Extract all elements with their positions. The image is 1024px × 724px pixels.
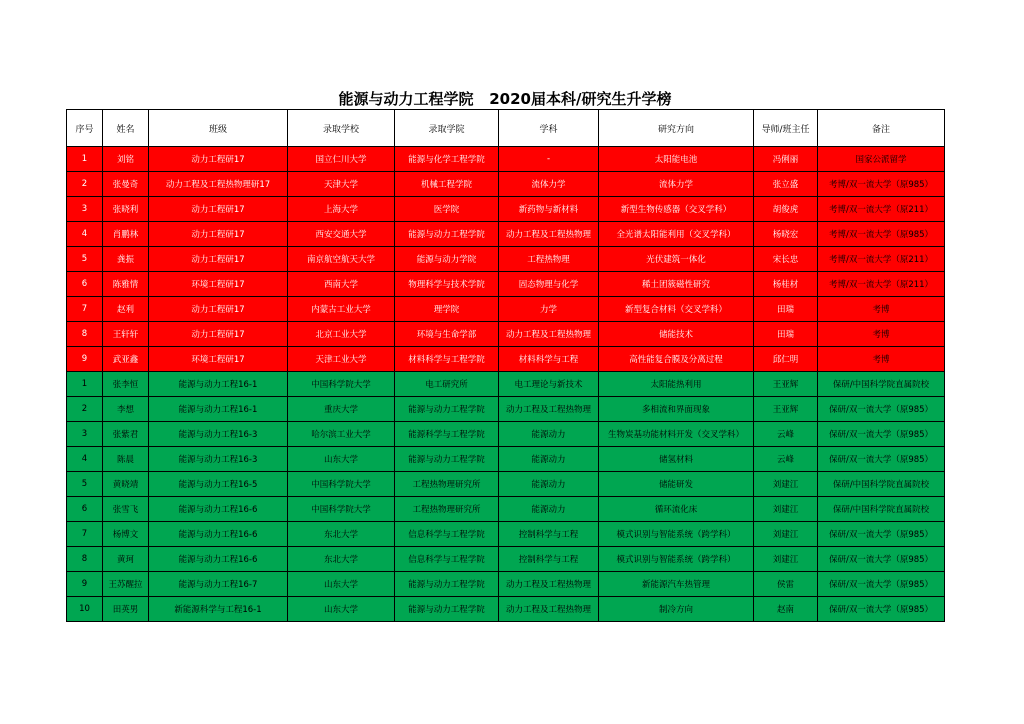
cell-research: 新能源汽车热管理 (599, 572, 754, 597)
cell-index: 6 (67, 272, 103, 297)
cell-discipline: - (499, 147, 599, 172)
cell-advisor: 胡俊虎 (754, 197, 818, 222)
cell-discipline: 固态物理与化学 (499, 272, 599, 297)
cell-research: 新型生物传感器（交叉学科） (599, 197, 754, 222)
cell-advisor: 宋长忠 (754, 247, 818, 272)
cell-class: 能源与动力工程16-6 (149, 497, 288, 522)
cell-advisor: 杨晓宏 (754, 222, 818, 247)
cell-name: 张晓利 (103, 197, 149, 222)
cell-name: 王轩轩 (103, 322, 149, 347)
header-college: 录取学院 (395, 110, 499, 147)
cell-discipline: 材料科学与工程 (499, 347, 599, 372)
cell-class: 动力工程研17 (149, 297, 288, 322)
cell-advisor: 邱仁明 (754, 347, 818, 372)
cell-college: 能源与化学工程学院 (395, 147, 499, 172)
cell-advisor: 赵南 (754, 597, 818, 622)
cell-college: 能源与动力学院 (395, 247, 499, 272)
cell-college: 能源与动力工程学院 (395, 397, 499, 422)
cell-advisor: 云峰 (754, 447, 818, 472)
cell-advisor: 田瑞 (754, 297, 818, 322)
header-name: 姓名 (103, 110, 149, 147)
cell-advisor: 刘建江 (754, 497, 818, 522)
cell-discipline: 动力工程及工程热物理 (499, 397, 599, 422)
cell-research: 太阳能热利用 (599, 372, 754, 397)
cell-note: 保研/中国科学院直属院校 (818, 372, 945, 397)
cell-advisor: 田瑞 (754, 322, 818, 347)
cell-note: 考博/双一流大学（原985） (818, 172, 945, 197)
cell-note: 考博/双一流大学（原211） (818, 197, 945, 222)
cell-name: 黄珂 (103, 547, 149, 572)
cell-class: 动力工程研17 (149, 197, 288, 222)
table-row (67, 372, 945, 397)
header-advisor: 导师/班主任 (754, 110, 818, 147)
cell-class: 动力工程及工程热物理研17 (149, 172, 288, 197)
cell-note: 保研/双一流大学（原985） (818, 572, 945, 597)
cell-name: 张李恒 (103, 372, 149, 397)
cell-note: 保研/双一流大学（原985） (818, 597, 945, 622)
cell-index: 8 (67, 322, 103, 347)
cell-class: 动力工程研17 (149, 147, 288, 172)
cell-index: 10 (67, 597, 103, 622)
cell-advisor: 云峰 (754, 422, 818, 447)
cell-index: 6 (67, 497, 103, 522)
cell-research: 储能技术 (599, 322, 754, 347)
table-row (67, 397, 945, 422)
cell-advisor: 王亚辉 (754, 372, 818, 397)
cell-discipline: 动力工程及工程热物理 (499, 597, 599, 622)
page-title: 能源与动力工程学院 2020届本科/研究生升学榜 (338, 90, 672, 108)
cell-class: 能源与动力工程16-1 (149, 397, 288, 422)
cell-college: 理学院 (395, 297, 499, 322)
cell-name: 龚振 (103, 247, 149, 272)
table-row (67, 197, 945, 222)
cell-college: 电工研究所 (395, 372, 499, 397)
cell-advisor: 刘建江 (754, 522, 818, 547)
cell-research: 太阳能电池 (599, 147, 754, 172)
cell-discipline: 动力工程及工程热物理 (499, 572, 599, 597)
cell-research: 生物炭基功能材料开发（交叉学科） (599, 422, 754, 447)
header-research: 研究方向 (599, 110, 754, 147)
cell-research: 高性能复合膜及分离过程 (599, 347, 754, 372)
table-row (67, 297, 945, 322)
cell-research: 储能研发 (599, 472, 754, 497)
cell-note: 考博 (818, 322, 945, 347)
cell-note: 考博/双一流大学（原211） (818, 272, 945, 297)
cell-research: 储氢材料 (599, 447, 754, 472)
cell-name: 杨博文 (103, 522, 149, 547)
cell-school: 山东大学 (288, 597, 395, 622)
cell-advisor: 王亚辉 (754, 397, 818, 422)
cell-research: 新型复合材料（交叉学科） (599, 297, 754, 322)
cell-index: 1 (67, 147, 103, 172)
cell-research: 全光谱太阳能利用（交叉学科） (599, 222, 754, 247)
table-row (67, 272, 945, 297)
cell-class: 动力工程研17 (149, 247, 288, 272)
cell-name: 张雪飞 (103, 497, 149, 522)
cell-school: 山东大学 (288, 447, 395, 472)
cell-index: 4 (67, 222, 103, 247)
cell-index: 8 (67, 547, 103, 572)
header-class: 班级 (149, 110, 288, 147)
cell-note: 保研/双一流大学（原985） (818, 422, 945, 447)
table-row (67, 547, 945, 572)
cell-index: 3 (67, 197, 103, 222)
cell-note: 国家公派留学 (818, 147, 945, 172)
cell-discipline: 控制科学与工程 (499, 547, 599, 572)
cell-name: 张紫君 (103, 422, 149, 447)
cell-note: 考博 (818, 347, 945, 372)
cell-school: 中国科学院大学 (288, 472, 395, 497)
cell-note: 保研/中国科学院直属院校 (818, 472, 945, 497)
header-index: 序号 (67, 110, 103, 147)
table-header (67, 110, 945, 147)
cell-note: 保研/双一流大学（原985） (818, 447, 945, 472)
cell-discipline: 力学 (499, 297, 599, 322)
cell-school: 东北大学 (288, 522, 395, 547)
table-row (67, 247, 945, 272)
cell-advisor: 刘建江 (754, 547, 818, 572)
cell-name: 赵利 (103, 297, 149, 322)
table-row (67, 172, 945, 197)
cell-note: 保研/双一流大学（原985） (818, 522, 945, 547)
cell-class: 能源与动力工程16-5 (149, 472, 288, 497)
table-row (67, 597, 945, 622)
cell-discipline: 动力工程及工程热物理 (499, 222, 599, 247)
table-row (67, 472, 945, 497)
table-row (67, 347, 945, 372)
cell-college: 能源与动力工程学院 (395, 222, 499, 247)
cell-research: 稀土团簇磁性研究 (599, 272, 754, 297)
cell-index: 4 (67, 447, 103, 472)
cell-college: 信息科学与工程学院 (395, 522, 499, 547)
cell-name: 黄晓靖 (103, 472, 149, 497)
cell-advisor: 张立盛 (754, 172, 818, 197)
cell-discipline: 能源动力 (499, 422, 599, 447)
table-row (67, 572, 945, 597)
cell-index: 7 (67, 522, 103, 547)
cell-name: 肖鹏林 (103, 222, 149, 247)
cell-college: 工程热物理研究所 (395, 497, 499, 522)
cell-class: 新能源科学与工程16-1 (149, 597, 288, 622)
admission-table (66, 109, 945, 622)
cell-research: 流体力学 (599, 172, 754, 197)
cell-school: 内蒙古工业大学 (288, 297, 395, 322)
cell-name: 田英男 (103, 597, 149, 622)
cell-index: 7 (67, 297, 103, 322)
cell-school: 天津工业大学 (288, 347, 395, 372)
cell-research: 模式识别与智能系统（跨学科） (599, 522, 754, 547)
cell-note: 考博/双一流大学（原211） (818, 247, 945, 272)
cell-discipline: 工程热物理 (499, 247, 599, 272)
cell-college: 物理科学与技术学院 (395, 272, 499, 297)
cell-name: 刘铭 (103, 147, 149, 172)
cell-index: 5 (67, 472, 103, 497)
cell-note: 保研/中国科学院直属院校 (818, 497, 945, 522)
cell-index: 2 (67, 397, 103, 422)
cell-college: 材料科学与工程学院 (395, 347, 499, 372)
cell-index: 9 (67, 572, 103, 597)
cell-discipline: 电工理论与新技术 (499, 372, 599, 397)
cell-advisor: 侯雷 (754, 572, 818, 597)
cell-college: 环境与生命学部 (395, 322, 499, 347)
cell-college: 工程热物理研究所 (395, 472, 499, 497)
cell-college: 能源与动力工程学院 (395, 572, 499, 597)
cell-discipline: 控制科学与工程 (499, 522, 599, 547)
cell-discipline: 动力工程及工程热物理 (499, 322, 599, 347)
table-row (67, 422, 945, 447)
cell-school: 上海大学 (288, 197, 395, 222)
cell-class: 环境工程研17 (149, 272, 288, 297)
cell-class: 能源与动力工程16-6 (149, 547, 288, 572)
cell-school: 哈尔滨工业大学 (288, 422, 395, 447)
cell-school: 西南大学 (288, 272, 395, 297)
cell-name: 陈晨 (103, 447, 149, 472)
cell-college: 机械工程学院 (395, 172, 499, 197)
cell-school: 国立仁川大学 (288, 147, 395, 172)
table-row (67, 497, 945, 522)
cell-name: 陈雅情 (103, 272, 149, 297)
cell-note: 保研/双一流大学（原985） (818, 547, 945, 572)
cell-research: 模式识别与智能系统（跨学科） (599, 547, 754, 572)
cell-class: 能源与动力工程16-7 (149, 572, 288, 597)
cell-note: 考博/双一流大学（原985） (818, 222, 945, 247)
cell-index: 1 (67, 372, 103, 397)
cell-class: 动力工程研17 (149, 322, 288, 347)
cell-note: 考博 (818, 297, 945, 322)
table-row (67, 147, 945, 172)
cell-discipline: 新药物与新材料 (499, 197, 599, 222)
cell-college: 能源与动力工程学院 (395, 597, 499, 622)
cell-index: 2 (67, 172, 103, 197)
cell-class: 动力工程研17 (149, 222, 288, 247)
cell-school: 中国科学院大学 (288, 372, 395, 397)
cell-research: 光伏建筑一体化 (599, 247, 754, 272)
cell-index: 9 (67, 347, 103, 372)
cell-advisor: 刘建江 (754, 472, 818, 497)
header-note: 备注 (818, 110, 945, 147)
cell-note: 保研/双一流大学（原985） (818, 397, 945, 422)
cell-school: 山东大学 (288, 572, 395, 597)
cell-school: 天津大学 (288, 172, 395, 197)
cell-school: 中国科学院大学 (288, 497, 395, 522)
cell-name: 张曼奇 (103, 172, 149, 197)
cell-advisor: 杨桂材 (754, 272, 818, 297)
cell-research: 多相流和界面现象 (599, 397, 754, 422)
cell-name: 王苏醒拉 (103, 572, 149, 597)
cell-school: 北京工业大学 (288, 322, 395, 347)
cell-advisor: 冯俐丽 (754, 147, 818, 172)
cell-class: 能源与动力工程16-3 (149, 422, 288, 447)
header-school: 录取学校 (288, 110, 395, 147)
cell-research: 制冷方向 (599, 597, 754, 622)
cell-school: 重庆大学 (288, 397, 395, 422)
cell-index: 3 (67, 422, 103, 447)
cell-school: 西安交通大学 (288, 222, 395, 247)
header-row (67, 110, 945, 147)
cell-discipline: 流体力学 (499, 172, 599, 197)
cell-college: 能源与动力工程学院 (395, 447, 499, 472)
cell-class: 能源与动力工程16-6 (149, 522, 288, 547)
cell-index: 5 (67, 247, 103, 272)
cell-name: 李想 (103, 397, 149, 422)
cell-name: 武亚鑫 (103, 347, 149, 372)
cell-discipline: 能源动力 (499, 472, 599, 497)
table-row (67, 447, 945, 472)
cell-school: 东北大学 (288, 547, 395, 572)
table-row (67, 222, 945, 247)
table-row (67, 322, 945, 347)
table-row (67, 522, 945, 547)
cell-college: 医学院 (395, 197, 499, 222)
cell-class: 能源与动力工程16-1 (149, 372, 288, 397)
cell-school: 南京航空航天大学 (288, 247, 395, 272)
cell-discipline: 能源动力 (499, 447, 599, 472)
table-body (67, 147, 945, 622)
cell-college: 能源科学与工程学院 (395, 422, 499, 447)
cell-discipline: 能源动力 (499, 497, 599, 522)
header-discipline: 学科 (499, 110, 599, 147)
cell-class: 环境工程研17 (149, 347, 288, 372)
cell-class: 能源与动力工程16-3 (149, 447, 288, 472)
cell-college: 信息科学与工程学院 (395, 547, 499, 572)
cell-research: 循环流化床 (599, 497, 754, 522)
